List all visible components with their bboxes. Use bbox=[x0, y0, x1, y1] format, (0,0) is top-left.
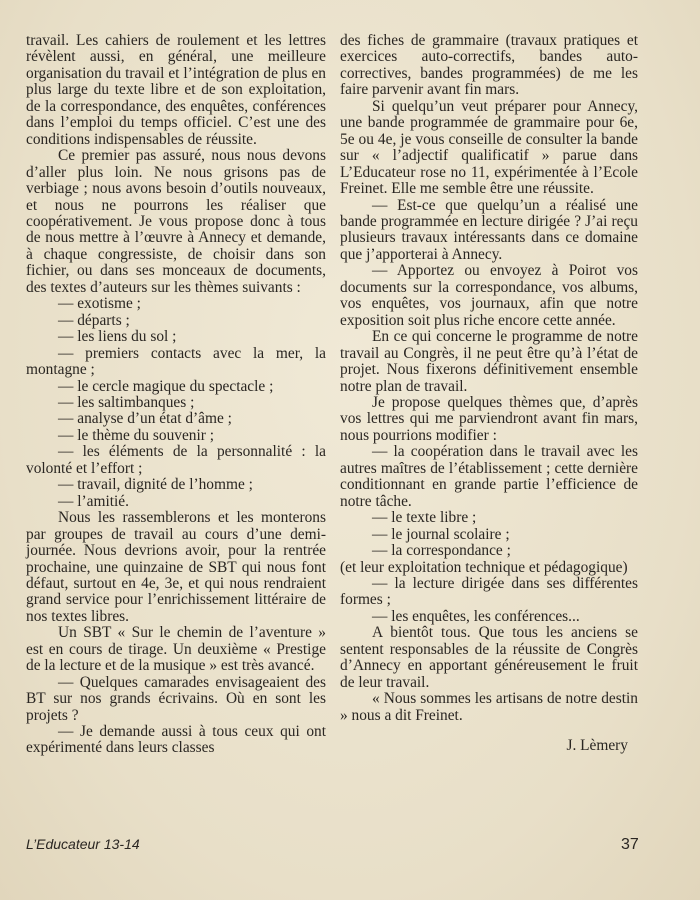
paragraph: Je propose quelques thèmes que, d’après vos lettres qui me parviendront avant fin mars, nous pourrions modifier : bbox=[340, 393, 638, 444]
paragraph: — analyse d’un état d’âme ; bbox=[58, 410, 232, 428]
paragraph: — le journal scolaire ; bbox=[372, 525, 510, 543]
paragraph: — Je demande aussi à tous ceux qui ont expérimenté dans leurs classes bbox=[26, 723, 326, 757]
page-number: 37 bbox=[621, 836, 639, 853]
paragraph: travail. Les cahiers de roulement et les lettres révèlent aussi, en général, une meilleure organisation du travail et l’intégration de plus en plus large du texte libre et de son exploitation, de la correspondance, des enquêtes, conférences dans l’emploi du temps officiel. C’est une des conditions indispensables de réussite. bbox=[26, 32, 326, 148]
paragraph: — les enquêtes, les conférences... bbox=[372, 607, 580, 625]
paragraph: A bientôt tous. Que tous les anciens se sentent responsables de la réussite de Congrès d’Annecy en apportant généreusement le fruit de leur travail. bbox=[340, 624, 638, 691]
paragraph: — la correspondance ; bbox=[372, 542, 511, 560]
paragraph: — Quelques camarades envisageaient des BT sur nos grands écrivains. Où en sont les projets ? bbox=[26, 673, 326, 724]
paragraph: — la lecture dirigée dans ses différentes formes ; bbox=[340, 574, 638, 609]
paragraph: — les liens du sol ; bbox=[58, 328, 177, 346]
paragraph: — Apportez ou envoyez à Poirot vos documents sur la correspondance, vos albums, vos enquêtes, vos journaux, afin que notre exposition soit plus riche encore cette année. bbox=[340, 262, 638, 329]
paragraph: — l’amitié. bbox=[58, 492, 129, 510]
paragraph: — le cercle magique du spectacle ; bbox=[58, 377, 274, 395]
paragraph: Si quelqu’un veut préparer pour Annecy, une bande programmée de grammaire pour 6e, 5e ou 4e, je vous conseille de consulter la bande sur « l’adjectif qualificatif » parue dans L’Educateur rose no 11, expérimentée à l’Ecole Freinet. Elle me semble être une réussite. bbox=[340, 97, 638, 198]
paragraph: (et leur exploitation technique et pédagogique) bbox=[340, 558, 628, 576]
paragraph: En ce qui concerne le programme de notre travail au Congrès, il ne peut être qu’à l’état de projet. Nous fixerons définitivement ensemble notre plan de travail. bbox=[340, 328, 638, 395]
paragraph: — travail, dignité de l’homme ; bbox=[58, 476, 253, 494]
author-signature: J. Lèmery bbox=[566, 737, 628, 755]
paragraph: — exotisme ; bbox=[58, 295, 141, 313]
paragraph: — le thème du souvenir ; bbox=[58, 426, 215, 444]
paragraph: — départs ; bbox=[58, 311, 130, 329]
paragraph: — le texte libre ; bbox=[372, 509, 477, 527]
paragraph: — les saltimbanques ; bbox=[58, 393, 195, 411]
paragraph: — premiers contacts avec la mer, la montagne ; bbox=[26, 344, 326, 379]
journal-title: L’Educateur 13-14 bbox=[26, 836, 140, 852]
paragraph: Ce premier pas assuré, nous nous devons d’aller plus loin. Ne nous grisons pas de verbiage ; nous avons besoin d’outils nouveaux, et nous ne pourrons les réaliser que coopérativement. Je vous propose donc à tous de nous mettre à l’œuvre à Annecy et demande, à chaque congressiste, de choisir dans son fichier, ou dans ses monceaux de documents, des textes d’auteurs sur les thèmes suivants : bbox=[26, 147, 326, 296]
paragraph: des fiches de grammaire (travaux pratiques et exercices auto-correctifs, bandes auto-correctives, bandes programmées) de me les faire parvenir avant fin mars. bbox=[340, 32, 638, 99]
paragraph: — les éléments de la personnalité : la volonté et l’effort ; bbox=[26, 443, 326, 477]
paragraph: — Est-ce que quelqu’un a réalisé une bande programmée en lecture dirigée ? J’ai reçu plusieurs travaux intéressants dans ce domaine que j’apporterai à Annecy. bbox=[340, 196, 638, 263]
left-column bbox=[26, 33, 326, 757]
right-column bbox=[340, 33, 638, 754]
paragraph: « Nous sommes les artisans de notre destin » nous a dit Freinet. bbox=[340, 690, 638, 724]
paragraph: Nous les rassemblerons et les monterons par groupes de travail au cours d’une demi-journée. Nous devrions avoir, pour la rentrée prochaine, une quinzaine de SBT qui nous font défaut, surtout en 4e, 3e, et qui nous rendraient grand service pour l’enrichissement littéraire de nos textes libres. bbox=[26, 509, 326, 625]
paragraph: — la coopération dans le travail avec les autres maîtres de l’établissement ; cette dernière conditionnant en grande partie l’efficience de notre tâche. bbox=[340, 443, 638, 510]
paragraph: Un SBT « Sur le chemin de l’aventure » est en cours de tirage. Un deuxième « Prestige de la lecture et de la musique » est très avancé. bbox=[26, 624, 326, 675]
